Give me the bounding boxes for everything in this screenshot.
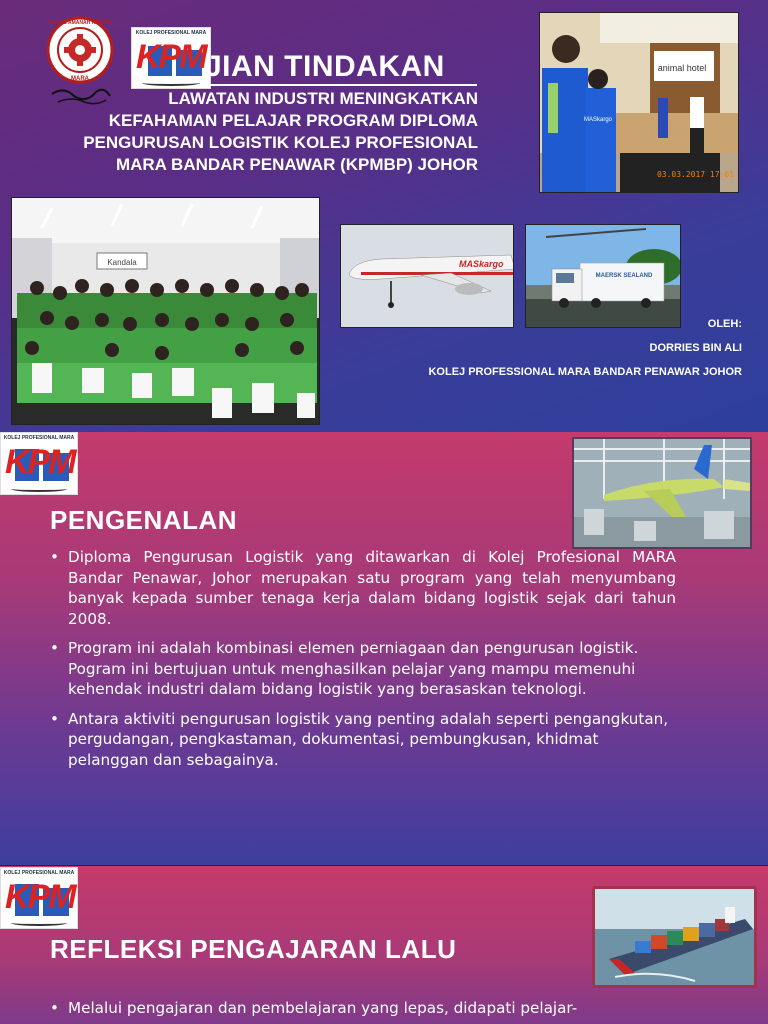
- svg-text:MAJLIS AMANAH RAKYAT: MAJLIS AMANAH RAKYAT: [48, 20, 112, 26]
- slide-refleksi: [0, 866, 768, 1024]
- bullet-item: • Melalui pengajaran dan pembelajaran yang lepas, didapati pelajar-: [50, 998, 676, 1019]
- kpm-logo: KOLEJ PROFESIONAL MARA KPM: [131, 27, 211, 89]
- slide-title: [0, 0, 768, 432]
- truck-label: MAERSK SEALAND: [595, 273, 653, 279]
- bullet-list: [50, 547, 676, 779]
- kpm-logo-caption: KOLEJ PROFESIONAL MARA: [3, 435, 75, 441]
- subtitle-line: KEFAHAMAN PELAJAR PROGRAM DIPLOMA: [108, 111, 478, 130]
- hotel-sign: animal hotel: [657, 63, 707, 73]
- slide-pengenalan: [0, 432, 768, 865]
- hotel-visit-photo: [539, 12, 739, 193]
- kpm-logo-caption: KOLEJ PROFESIONAL MARA: [3, 870, 75, 876]
- subtitle-line: MARA BANDAR PENAWAR (KPMBP) JOHOR: [115, 155, 478, 174]
- kpm-logo: KOLEJ PROFESIONAL MARA KPM: [0, 867, 78, 929]
- aircraft-factory-photo: [572, 437, 752, 549]
- kpm-logo-caption: KOLEJ PROFESIONAL MARA: [135, 30, 207, 36]
- svg-text:MARA: MARA: [71, 76, 89, 82]
- vest-label: MASkargo: [583, 117, 613, 123]
- section-heading: PENGENALAN: [50, 505, 238, 535]
- banner-text: Kandala: [107, 258, 137, 267]
- bullet-item: • Program ini adalah kombinasi elemen perniagaan dan pengurusan logistik. Pogram ini bertujuan untuk menghasilkan pelajar yang mampu memenuhi kehendak industri dalam bidang logistik yang berasaskan teknologi.: [50, 638, 676, 700]
- bullet-item: • Diploma Pengurusan Logistik yang ditawarkan di Kolej Profesional MARA Bandar Penawar, Johor merupakan satu program yang telah menyumbang banyak kepada sumber tenaga kerja dalam bidang logistik sejak dari tahun 2008.: [50, 547, 676, 629]
- subtitle-line: PENGURUSAN LOGISTIK KOLEJ PROFESIONAL: [83, 133, 478, 152]
- photo-timestamp: 03.03.2017 17:01: [656, 170, 734, 179]
- plane-livery: MASkargo: [459, 259, 504, 269]
- author-name: DORRIES BIN ALI: [649, 342, 742, 354]
- slide-subtitle: [30, 88, 478, 176]
- truck-photo: [525, 224, 681, 328]
- slide-title-text: JIAN TINDAKAN: [205, 50, 445, 83]
- airplane-photo: [340, 224, 514, 328]
- subtitle-line: LAWATAN INDUSTRI MENINGKATKAN: [168, 89, 478, 108]
- bullet-item: • Antara aktiviti pengurusan logistik yang penting adalah seperti pengangkutan, pergudangan, pengkastaman, dokumentasi, pembungkusan, khidmat pelanggan dan sebagainya.: [50, 709, 676, 771]
- student-group-photo: [11, 197, 320, 425]
- kpm-logo: KOLEJ PROFESIONAL MARA KPM: [0, 432, 78, 495]
- section-heading: REFLEKSI PENGAJARAN LALU: [50, 934, 457, 964]
- author-institution: KOLEJ PROFESSIONAL MARA BANDAR PENAWAR JOHOR: [428, 366, 742, 378]
- bullet-list: [50, 998, 676, 1024]
- title-underline: [205, 84, 477, 86]
- container-ship-photo: [592, 886, 757, 988]
- oleh-label: OLEH:: [707, 318, 742, 330]
